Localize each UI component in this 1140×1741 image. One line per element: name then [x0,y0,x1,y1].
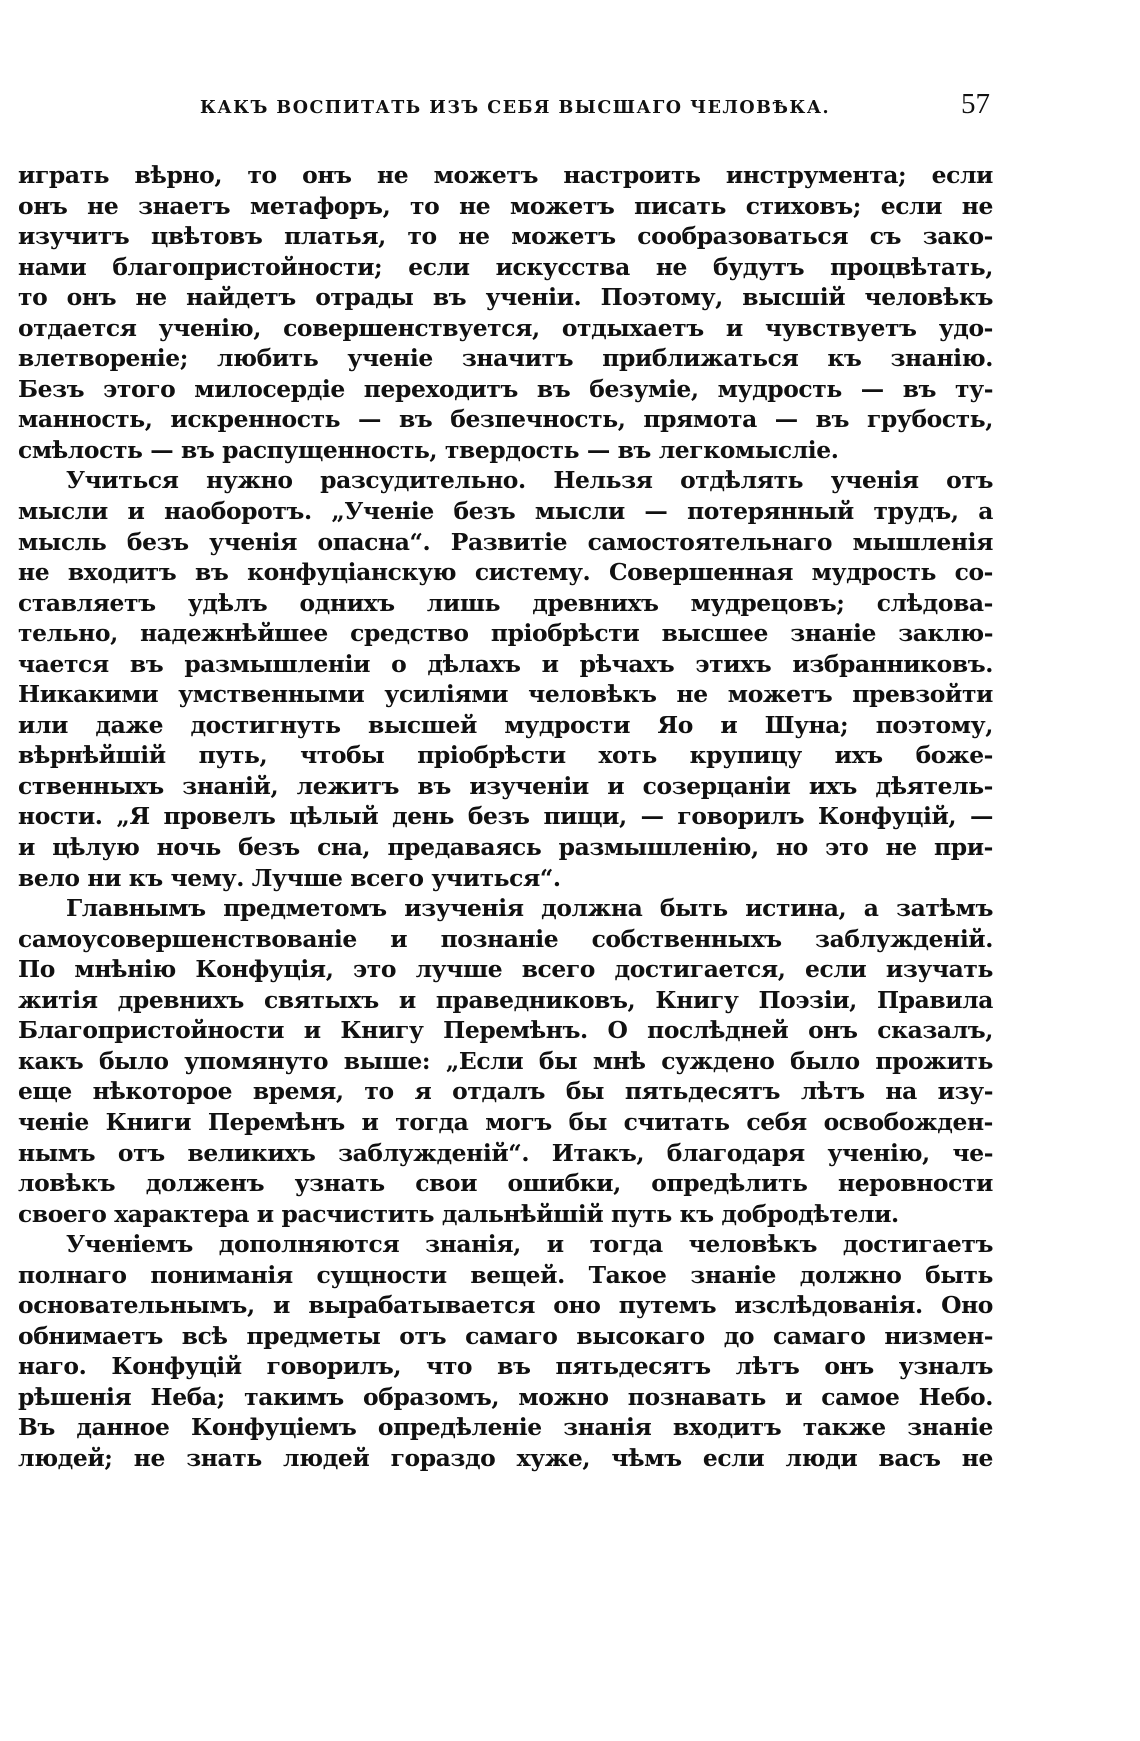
page-number: 57 [961,88,990,120]
text-line: ловѣкъ долженъ узнать свои ошибки, опредѣлить неровности [18,1169,993,1198]
text-line: онъ не знаетъ метафоръ, то не можетъ писать стиховъ; если не [18,191,993,220]
text-line: ставляетъ удѣлъ однихъ лишь древнихъ мудрецовъ; слѣдова- [18,588,993,617]
paragraph [18,1229,993,1473]
text-line: Благопристойности и Книгу Перемѣнъ. О послѣдней онъ сказалъ, [18,1016,993,1045]
text-line: чается въ размышленіи о дѣлахъ и рѣчахъ этихъ избранниковъ. [18,649,993,678]
text-line: тельно, надежнѣйшее средство пріобрѣсти высшее знаніе заклю- [18,619,993,648]
page-header [200,88,990,128]
text-line: полнаго пониманія сущности вещей. Такое знаніе должно быть [18,1260,993,1289]
text-line: играть вѣрно, то онъ не можетъ настроить инструмента; если [18,161,993,189]
text-line: нымъ отъ великихъ заблужденій“. Итакъ, благодаря ученію, че- [18,1138,993,1167]
text-line: влетвореніе; любить ученіе значитъ приближаться къ знанію. [18,344,993,373]
text-line: то онъ не найдетъ отрады въ ученіи. Поэтому, высшій человѣкъ [18,283,993,312]
body-text [18,160,993,1474]
text-line: Учиться нужно разсудительно. Нельзя отдѣлять ученія отъ [66,466,993,495]
text-line: изучитъ цвѣтовъ платья, то не можетъ сообразоваться съ зако- [18,222,993,251]
text-line: мысли и наоборотъ. „Ученіе безъ мысли — потерянный трудъ, а [18,497,993,526]
text-line: Въ данное Конфуціемъ опредѣленіе знанія входитъ также знаніе [18,1413,993,1442]
paragraph [18,465,993,893]
text-line: не входитъ въ конфуціанскую систему. Совершенная мудрость со- [18,558,993,587]
running-title: КАКЪ ВОСПИТАТЬ ИЗЪ СЕБЯ ВЫСШАГО ЧЕЛОВѢКА. [200,98,831,118]
paragraph [18,893,993,1229]
text-line: ченіе Книги Перемѣнъ и тогда могъ бы считать себя освобожден- [18,1107,993,1136]
text-line: Безъ этого милосердіе переходитъ въ безуміе, мудрость — въ ту- [18,374,993,403]
text-line: рѣшенія Неба; такимъ образомъ, можно познавать и самое Небо. [18,1382,993,1411]
text-line: манность, искренность — въ безпечность, прямота — въ грубость, [18,405,993,434]
text-line: нами благопристойности; если искусства не будутъ процвѣтать, [18,252,993,281]
text-line: основательнымъ, и вырабатывается оно путемъ изслѣдованія. Оно [18,1291,993,1320]
text-line: Главнымъ предметомъ изученія должна быть истина, а затѣмъ [66,894,993,923]
text-line: По мнѣнію Конфуція, это лучше всего достигается, если изучать [18,955,993,984]
text-line: мысль безъ ученія опасна“. Развитіе самостоятельнаго мышленія [18,527,993,556]
text-line: житія древнихъ святыхъ и праведниковъ, Книгу Поэзіи, Правила [18,985,993,1014]
text-line: или даже достигнуть высшей мудрости Яо и Шуна; поэтому, [18,710,993,739]
text-line: какъ было упомянуто выше: „Если бы мнѣ суждено было прожить [18,1046,993,1075]
text-line: еще нѣкоторое время, то я отдалъ бы пятьдесятъ лѣтъ на изу- [18,1077,993,1106]
text-line: обнимаетъ всѣ предметы отъ самаго высокаго до самаго низмен- [18,1321,993,1350]
text-line: вѣрнѣйшій путь, чтобы пріобрѣсти хоть крупицу ихъ боже- [18,741,993,770]
text-line: и цѣлую ночь безъ сна, предаваясь размышленію, но это не при- [18,833,993,862]
text-line: смѣлость — въ распущенность, твердость — въ легкомысліе. [18,435,839,464]
text-line: своего характера и расчистить дальнѣйшій путь къ добродѣтели. [18,1199,899,1228]
text-line: вело ни къ чему. Лучше всего учиться“. [18,863,561,892]
text-line: ственныхъ знаній, лежитъ въ изученіи и созерцаніи ихъ дѣятель- [18,771,993,800]
text-line: ности. „Я провелъ цѣлый день безъ пищи, — говорилъ Конфуцій, — [18,802,993,831]
paragraph [18,160,993,465]
text-line: отдается ученію, совершенствуется, отдыхаетъ и чувствуетъ удо- [18,313,993,342]
text-line: Никакими умственными усиліями человѣкъ не можетъ превзойти [18,680,993,709]
text-line: Ученіемъ дополняются знанія, и тогда человѣкъ достигаетъ [66,1230,993,1259]
text-line: людей; не знать людей гораздо хуже, чѣмъ если люди васъ не [18,1443,993,1472]
text-line: самоусовершенствованіе и познаніе собственныхъ заблужденій. [18,924,993,953]
text-line: наго. Конфуцій говорилъ, что въ пятьдесятъ лѣтъ онъ узналъ [18,1352,993,1381]
